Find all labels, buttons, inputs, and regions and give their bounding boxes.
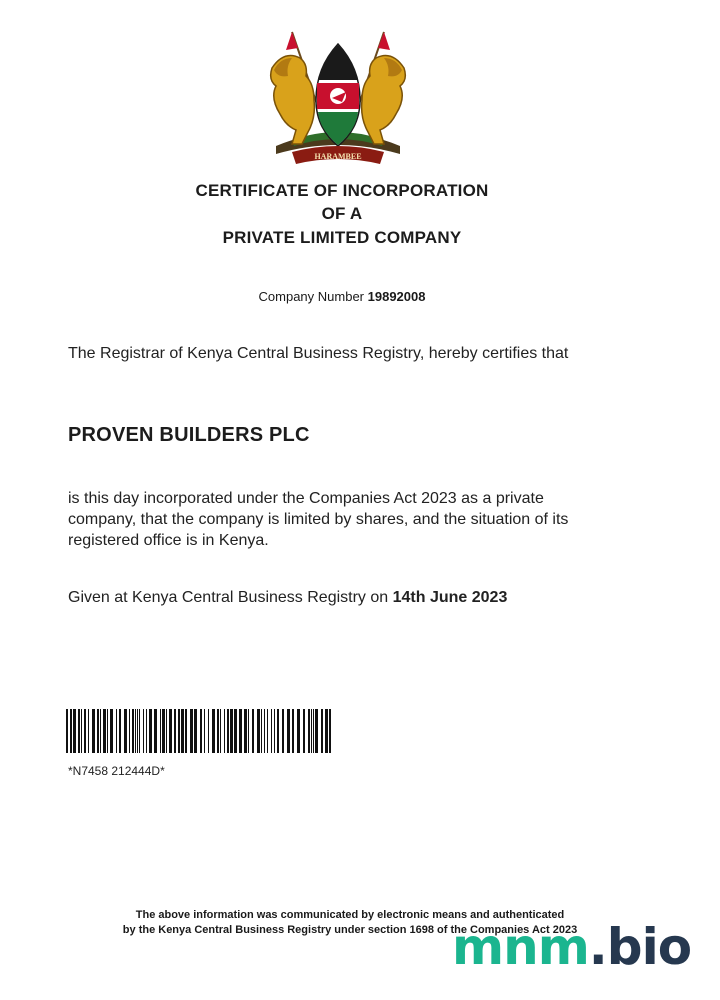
barcode-bar [92,709,95,753]
incorporation-date: 14th June 2023 [392,589,508,606]
company-number [0,289,684,304]
barcode [66,709,332,753]
given-at-statement [68,587,628,608]
kenya-coat-of-arms-icon [262,28,414,168]
barcode-bar [103,709,106,753]
barcode-bar [139,709,140,753]
certificate-title-line-1: CERTIFICATE OF INCORPORATION [195,181,489,200]
watermark-part-1: mnm [452,918,589,976]
barcode-bar [84,709,86,753]
barcode-bar [303,709,305,753]
barcode-bar [261,709,262,753]
barcode-bar [143,709,144,753]
incorporation-text: is this day incorporated under the Companies Act 2023 as a private company, that the company is limited by shares, and the situation of its registered office is in Kenya. [68,490,569,549]
barcode-bar [252,709,254,753]
barcode-bar [119,709,121,753]
barcode-bar [190,709,193,753]
barcode-bar [315,709,318,753]
barcode-bar [166,709,167,753]
barcode-bar [277,709,279,753]
barcode-bar [267,709,268,753]
barcode-bar [325,709,328,753]
barcode-bar [271,709,272,753]
barcode-bar [244,709,247,753]
barcode-bar [88,709,89,753]
barcode-bar [264,709,265,753]
given-at-prefix: Given at Kenya Central Business Registry on [68,589,389,606]
barcode-bar [66,709,68,753]
barcode-bar [137,709,138,753]
barcode-bar [200,709,202,753]
barcode-bar [73,709,76,753]
barcode-bar [194,709,197,753]
barcode-bar [185,709,187,753]
barcode-bar [116,709,117,753]
barcode-bar [81,709,82,753]
barcode-bar [132,709,134,753]
barcode-bar [181,709,184,753]
barcode-bar [169,709,172,753]
barcode-bar [329,709,331,753]
barcode-bar [70,709,72,753]
barcode-bar [308,709,310,753]
company-number-label: Company Number [258,289,365,304]
certificate-title-line-2: OF A [321,204,363,223]
barcode-text: *N7458 212444D* [68,764,165,778]
footer-line-2: by the Kenya Central Business Registry under section 1698 of the Companies Act 2023 [122,924,578,936]
barcode-bar [321,709,323,753]
barcode-bar [220,709,221,753]
barcode-bar [135,709,136,753]
barcode-bar [162,709,165,753]
barcode-bar [230,709,233,753]
company-number-value: 19892008 [367,289,426,304]
barcode-bar [292,709,294,753]
barcode-bar [311,709,312,753]
barcode-bar [160,709,161,753]
barcode-bar [287,709,290,753]
barcode-bar [100,709,101,753]
barcode-bar [78,709,80,753]
watermark-logo [452,916,691,978]
watermark-part-2: .bio [588,918,692,976]
barcode-bar [297,709,300,753]
certificate-title-line-3: PRIVATE LIMITED COMPANY [222,228,462,247]
barcode-bar [248,709,249,753]
barcode-bar [212,709,215,753]
certification-text: The Registrar of Kenya Central Business Registry, hereby certifies that [68,345,569,362]
barcode-bar [239,709,242,753]
barcode-bar [217,709,219,753]
barcode-bar [110,709,113,753]
barcode-bar [124,709,127,753]
barcode-bar [154,709,157,753]
emblem-motto: HARAMBEE [314,152,362,161]
barcode-bar [274,709,275,753]
barcode-bar [178,709,180,753]
barcode-bar [149,709,152,753]
barcode-bar [224,709,225,753]
barcode-bar [129,709,130,753]
barcode-bar [107,709,108,753]
barcode-bar [208,709,209,753]
barcode-bar [146,709,147,753]
barcode-bar [97,709,99,753]
barcode-bar [204,709,205,753]
barcode-bar [313,709,314,753]
barcode-bar [257,709,260,753]
barcode-bar [227,709,229,753]
footer-line-1: The above information was communicated by electronic means and authenticated [135,909,565,921]
barcode-bar [234,709,237,753]
barcode-bar [174,709,176,753]
company-name: PROVEN BUILDERS PLC [68,424,310,446]
barcode-bar [282,709,284,753]
